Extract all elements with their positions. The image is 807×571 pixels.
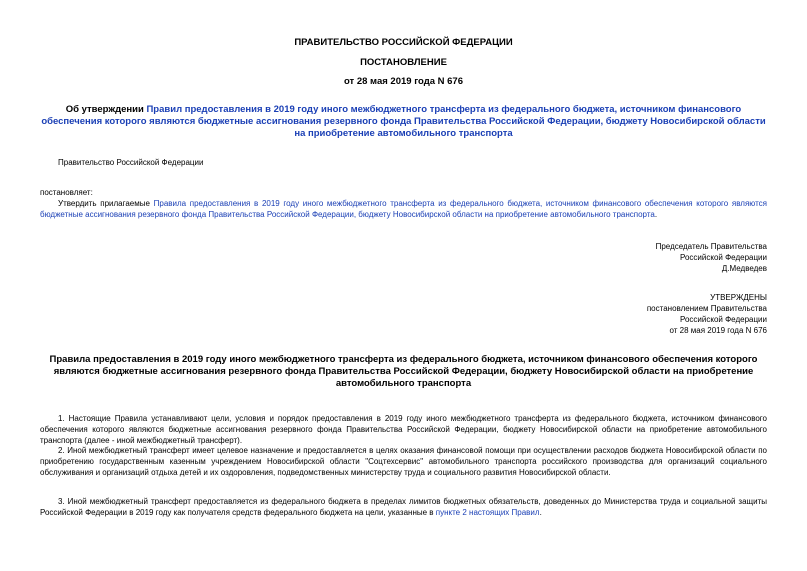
p3-prefix: 3. Иной межбюджетный трансферт предоставляется из федерального бюджета в пределах лимитов бюджетных обязательств, доведенных до Министерства труда и социальной защиты Российской Федерации в 2019 году как получателя средств федерального бюджета на цели, указанные в (40, 497, 767, 517)
approved-date: от 28 мая 2019 года N 676 (669, 326, 767, 335)
rules-paragraph-2: 2. Иной межбюджетный трансферт имеет целевое назначение и предоставляется в целях оказания финансовой помощи при осуществлении расходов бюджета Новосибирской области по приобретению государственным казенным учреждением Новосибирской области "Соцтехсервис" автомобильного транспорта российского производства для организаций социального обслуживания и организаций отдыха детей и их оздоровления, подведомственных министерству труда и социального развития Новосибирской области. (40, 446, 767, 477)
org-heading: ПРАВИТЕЛЬСТВО РОССИЙСКОЙ ФЕДЕРАЦИИ (294, 37, 513, 48)
government-line: Правительство Российской Федерации (58, 158, 204, 167)
approved-block (467, 292, 767, 336)
rules-paragraph-3 (40, 496, 767, 518)
approved-heading: УТВЕРЖДЕНЫ (710, 293, 767, 302)
signature-name: Д.Медведев (721, 264, 767, 273)
p3-suffix: . (539, 508, 542, 517)
resolution-title (40, 104, 767, 140)
date-number-heading: от 28 мая 2019 года N 676 (343, 76, 464, 87)
doc-type-heading: ПОСТАНОВЛЕНИЕ (360, 57, 447, 68)
signature-block (467, 241, 767, 274)
approve-paragraph (40, 198, 767, 220)
p3-clause-link[interactable]: пункте 2 настоящих Правил (435, 508, 540, 517)
approve-suffix: . (654, 210, 658, 219)
approve-prefix: Утвердить прилагаемые (58, 199, 154, 208)
approve-rules-link[interactable]: Правила предоставления в 2019 году иного межбюджетного трансферта из федерального бюджета, источником финансового обеспечения которого являются бюджетные ассигнования резервного фонда Правительства Российской Федерации, бюджету Новосибирской области на приобретение автомобильного транспорта (40, 199, 767, 219)
rules-paragraph-1: 1. Настоящие Правила устанавливают цели, условия и порядок предоставления в 2019 году иного межбюджетного трансферта из федерального бюджета, источником финансового обеспечения которого являются бюджетные ассигнования резервного фонда Правительства Российской Федерации, бюджету Новосибирской области на приобретение автомобильного транспорта (далее - иной межбюджетный трансферт). (40, 414, 767, 445)
resolves-line: постановляет: (40, 188, 93, 197)
rules-title: Правила предоставления в 2019 году иного межбюджетного трансферта из федерального бюджета, источником финансового обеспечения которого являются бюджетные ассигнования резервного фонда Правительства Российской Федерации, бюджету Новосибирской области на приобретение автомобильного транспорта (49, 354, 758, 389)
title-rules-link[interactable]: Правил предоставления в 2019 году иного межбюджетного трансферта из федерального бюджета, источником финансового обеспечения которого являются бюджетные ассигнования резервного фонда Правительства Российской Федерации, бюджету Новосибирской области на приобретение автомобильного транспорта (41, 104, 766, 139)
signature-position: Председатель Правительства (655, 242, 767, 251)
title-prefix: Об утверждении (65, 104, 147, 115)
approved-line-2: постановлением Правительства (646, 304, 767, 313)
signature-country: Российской Федерации (680, 253, 767, 262)
approved-line-3: Российской Федерации (680, 315, 767, 324)
